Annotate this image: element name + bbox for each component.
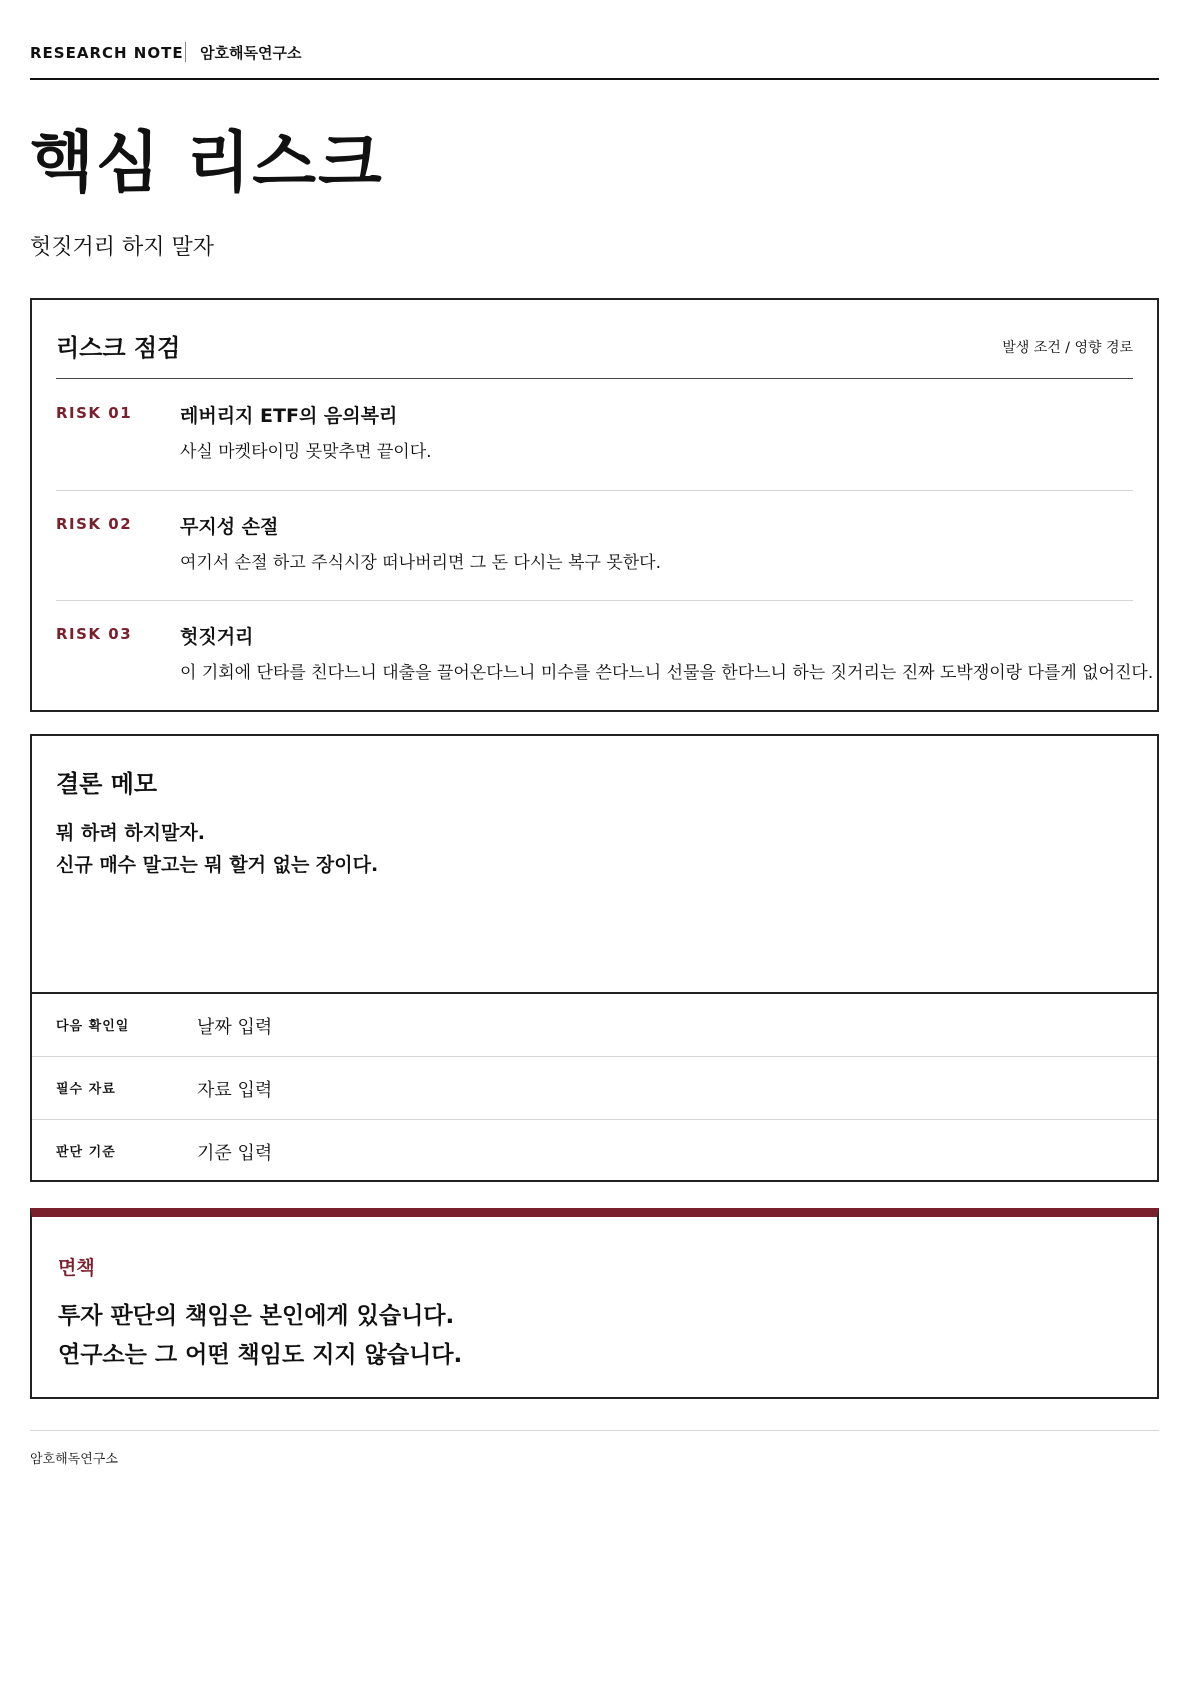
- memo-table: [32, 992, 1157, 1182]
- risk-check-title: 리스크 점검: [56, 334, 181, 362]
- memo-line: 신규 매수 말고는 뭐 할거 없는 장이다.: [56, 854, 379, 876]
- risk-item: [56, 490, 1133, 601]
- header-label: RESEARCH NOTE: [30, 44, 184, 62]
- disclaimer-line: 투자 판단의 책임은 본인에게 있습니다.: [58, 1303, 455, 1329]
- criteria-field[interactable]: 기준 입력: [197, 1143, 273, 1164]
- header-bar: [30, 38, 1159, 80]
- memo-row-label: 필수 자료: [56, 1082, 116, 1097]
- disclaimer-line: 연구소는 그 어떤 책임도 지지 않습니다.: [58, 1342, 463, 1368]
- memo-row-label: 판단 기준: [56, 1145, 116, 1160]
- page-title: 핵심 리스크: [30, 124, 384, 201]
- risk-item: [56, 600, 1154, 707]
- required-data-field[interactable]: 자료 입력: [197, 1080, 273, 1101]
- risk-item: [56, 380, 1133, 490]
- page-subtitle: 헛짓거리 하지 말자: [30, 235, 215, 260]
- risk-description: 이 기회에 단타를 친다느니 대출을 끌어온다느니 미수를 쓴다느니 선물을 한다느니 하는 짓거리는 진짜 도박쟁이랑 다를게 없어진다.: [180, 663, 1154, 683]
- footer-divider: [30, 1430, 1159, 1431]
- risk-check-meta: 발생 조건 / 영향 경로: [1002, 340, 1133, 356]
- risk-check-section: [30, 298, 1159, 712]
- header-separator: [185, 42, 186, 62]
- header-org: 암호해독연구소: [200, 44, 302, 62]
- conclusion-memo-section: [30, 734, 1159, 1182]
- risk-title: 레버리지 ETF의 음의복리: [180, 405, 398, 427]
- risk-description: 여기서 손절 하고 주식시장 떠나버리면 그 돈 다시는 복구 못한다.: [180, 553, 662, 573]
- risk-code: RISK 01: [56, 404, 133, 422]
- footer-org: 암호해독연구소: [30, 1452, 118, 1467]
- memo-row-required-data: [32, 1056, 1157, 1119]
- disclaimer-section: [30, 1208, 1159, 1399]
- memo-row-next-check-date: [32, 994, 1157, 1056]
- next-check-date-field[interactable]: 날짜 입력: [197, 1017, 273, 1038]
- risk-code: RISK 03: [56, 625, 133, 643]
- memo-line: 뭐 하려 하지말자.: [56, 822, 205, 844]
- memo-row-label: 다음 확인일: [56, 1019, 130, 1034]
- risk-check-divider: [56, 378, 1133, 379]
- memo-title: 결론 메모: [56, 770, 158, 798]
- risk-description: 사실 마켓타이밍 못맞추면 끝이다.: [180, 442, 432, 462]
- risk-title: 무지성 손절: [180, 516, 279, 538]
- risk-code: RISK 02: [56, 515, 133, 533]
- risk-title: 헛짓거리: [180, 626, 254, 648]
- memo-row-criteria: [32, 1119, 1157, 1182]
- disclaimer-label: 면책: [58, 1257, 95, 1279]
